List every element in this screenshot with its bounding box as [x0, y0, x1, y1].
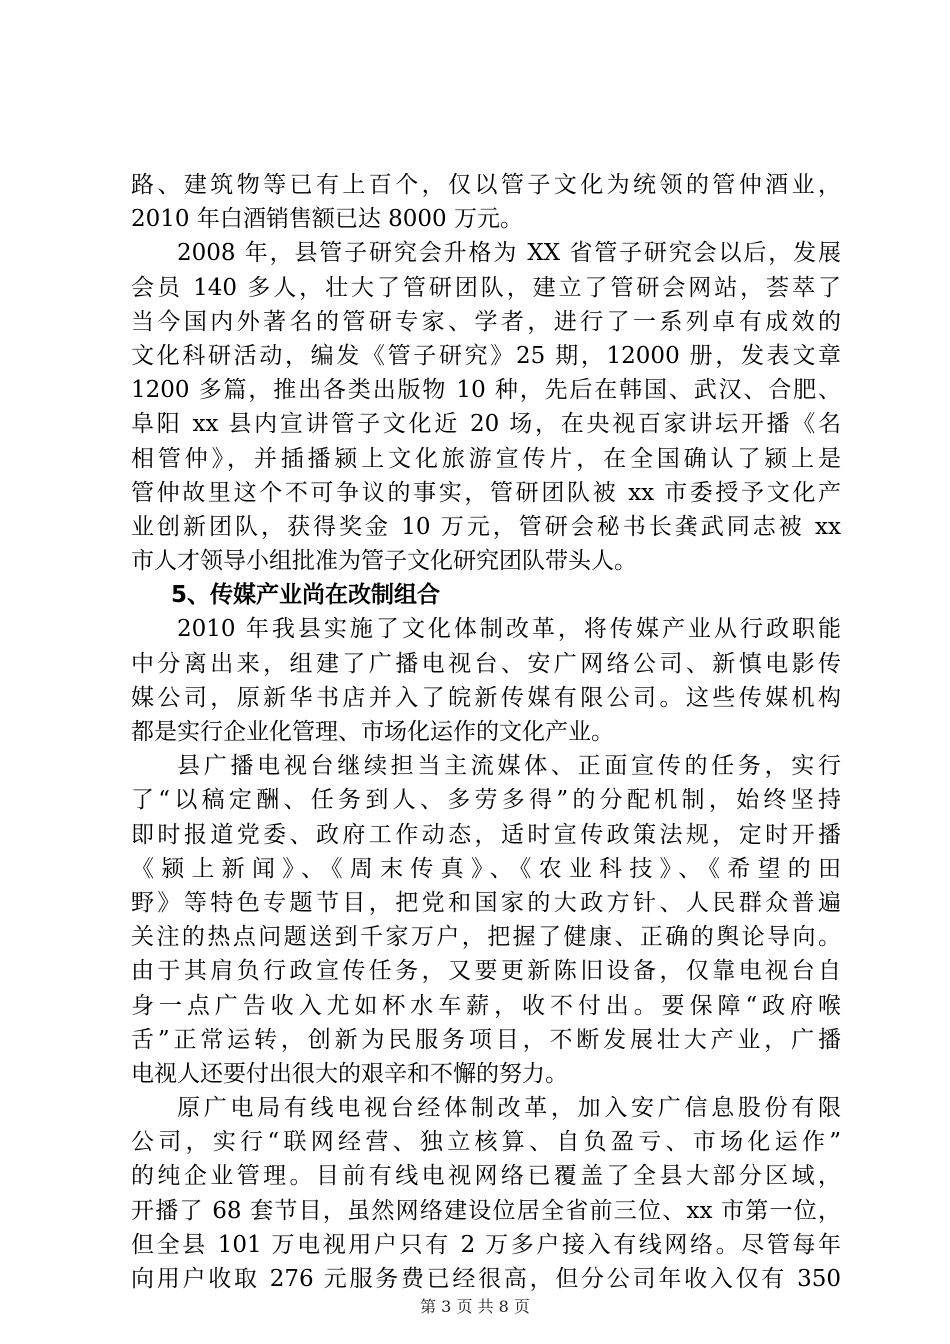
- text-line: 中分离出来，组建了广播电视台、安广网络公司、新慎电影传: [131, 650, 841, 677]
- paragraph-start-line: 2010 年我县实施了文化体制改革，将传媒产业从行政职能: [177, 616, 841, 643]
- text-line: 的纯企业管理。目前有线电视网络已覆盖了全县大部分区域，: [131, 1163, 841, 1190]
- text-line: 阜阳 xx 县内宣讲管子文化近 20 场，在央视百家讲坛开播《名: [131, 411, 841, 438]
- text-line: 电视人还要付出很大的艰辛和不懈的努力。: [131, 1060, 568, 1087]
- text-line: 媒公司，原新华书店并入了皖新传媒有限公司。这些传媒机构: [131, 684, 841, 711]
- text-line: 会员 140 多人，壮大了管研团队，建立了管研会网站，荟萃了: [131, 274, 841, 301]
- text-line: 1200 多篇，推出各类出版物 10 种，先后在韩国、武汉、合肥、: [131, 377, 841, 404]
- page-footer: 第 3 页 共 8 页: [420, 1297, 530, 1316]
- text-line: 了“以稿定酬、任务到人、多劳多得”的分配机制，始终坚持: [131, 787, 841, 814]
- text-line: 路、建筑物等已有上百个，仅以管子文化为统领的管仲酒业，: [131, 172, 841, 198]
- text-line: 身一点广告收入尤如杯水车薪，收不付出。要保障“政府喉: [131, 992, 841, 1019]
- paragraph-start-line: 原广电局有线电视台经体制改革，加入安广信息股份有限: [177, 1095, 841, 1122]
- text-line: 野》等特色专题节目，把党和国家的大政方针、人民群众普遍: [131, 889, 841, 916]
- text-line: 都是实行企业化管理、市场化运作的文化产业。: [131, 719, 614, 745]
- text-line: 市人才领导小组批准为管子文化研究团队带头人。: [131, 548, 637, 575]
- text-line: 公司，实行“联网经营、独立核算、自负盈亏、市场化运作”: [131, 1129, 841, 1156]
- text-line: 相管仲》，并插播颍上文化旅游宣传片，在全国确认了颍上是: [131, 445, 841, 472]
- text-line: 业创新团队，获得奖金 10 万元，管研会秘书长龚武同志被 xx: [131, 513, 841, 540]
- text-line: 文化科研活动，编发《管子研究》25 期，12000 册，发表文章: [131, 342, 841, 369]
- text-line: 舌”正常运转，创新为民服务项目，不断发展壮大产业，广播: [131, 1026, 841, 1053]
- text-line: 即时报道党委、政府工作动态，适时宣传政策法规，定时开播: [131, 821, 841, 848]
- text-line: 由于其肩负行政宣传任务，又要更新陈旧设备，仅靠电视台自: [131, 958, 841, 985]
- paragraph-start-line: 2008 年，县管子研究会升格为 XX 省管子研究会以后，发展: [177, 240, 841, 267]
- text-line: 2010 年白酒销售额已达 8000 万元。: [131, 206, 523, 233]
- document-body: [131, 168, 841, 1296]
- paragraph-start-line: 县广播电视台继续担当主流媒体、正面宣传的任务，实行: [177, 753, 841, 780]
- text-line: 当今国内外著名的管研专家、学者，进行了一系列卓有成效的: [131, 308, 841, 335]
- text-line: 《颍上新闻》、《周末传真》、《农业科技》、《希望的田: [131, 855, 841, 882]
- text-line: 关注的热点问题送到千家万户，把握了健康、正确的舆论导向。: [131, 924, 841, 951]
- text-line: 管仲故里这个不可争议的事实，管研团队被 xx 市委授予文化产: [131, 479, 841, 506]
- section-heading: 5、传媒产业尚在改制组合: [171, 582, 441, 609]
- text-line: 但全县 101 万电视用户只有 2 万多户接入有线网络。尽管每年: [131, 1231, 841, 1258]
- text-line: 向用户收取 276 元服务费已经很高，但分公司年收入仅有 350: [131, 1266, 841, 1292]
- text-line: 开播了 68 套节目，虽然网络建设位居全省前三位、xx 市第一位，: [131, 1197, 841, 1224]
